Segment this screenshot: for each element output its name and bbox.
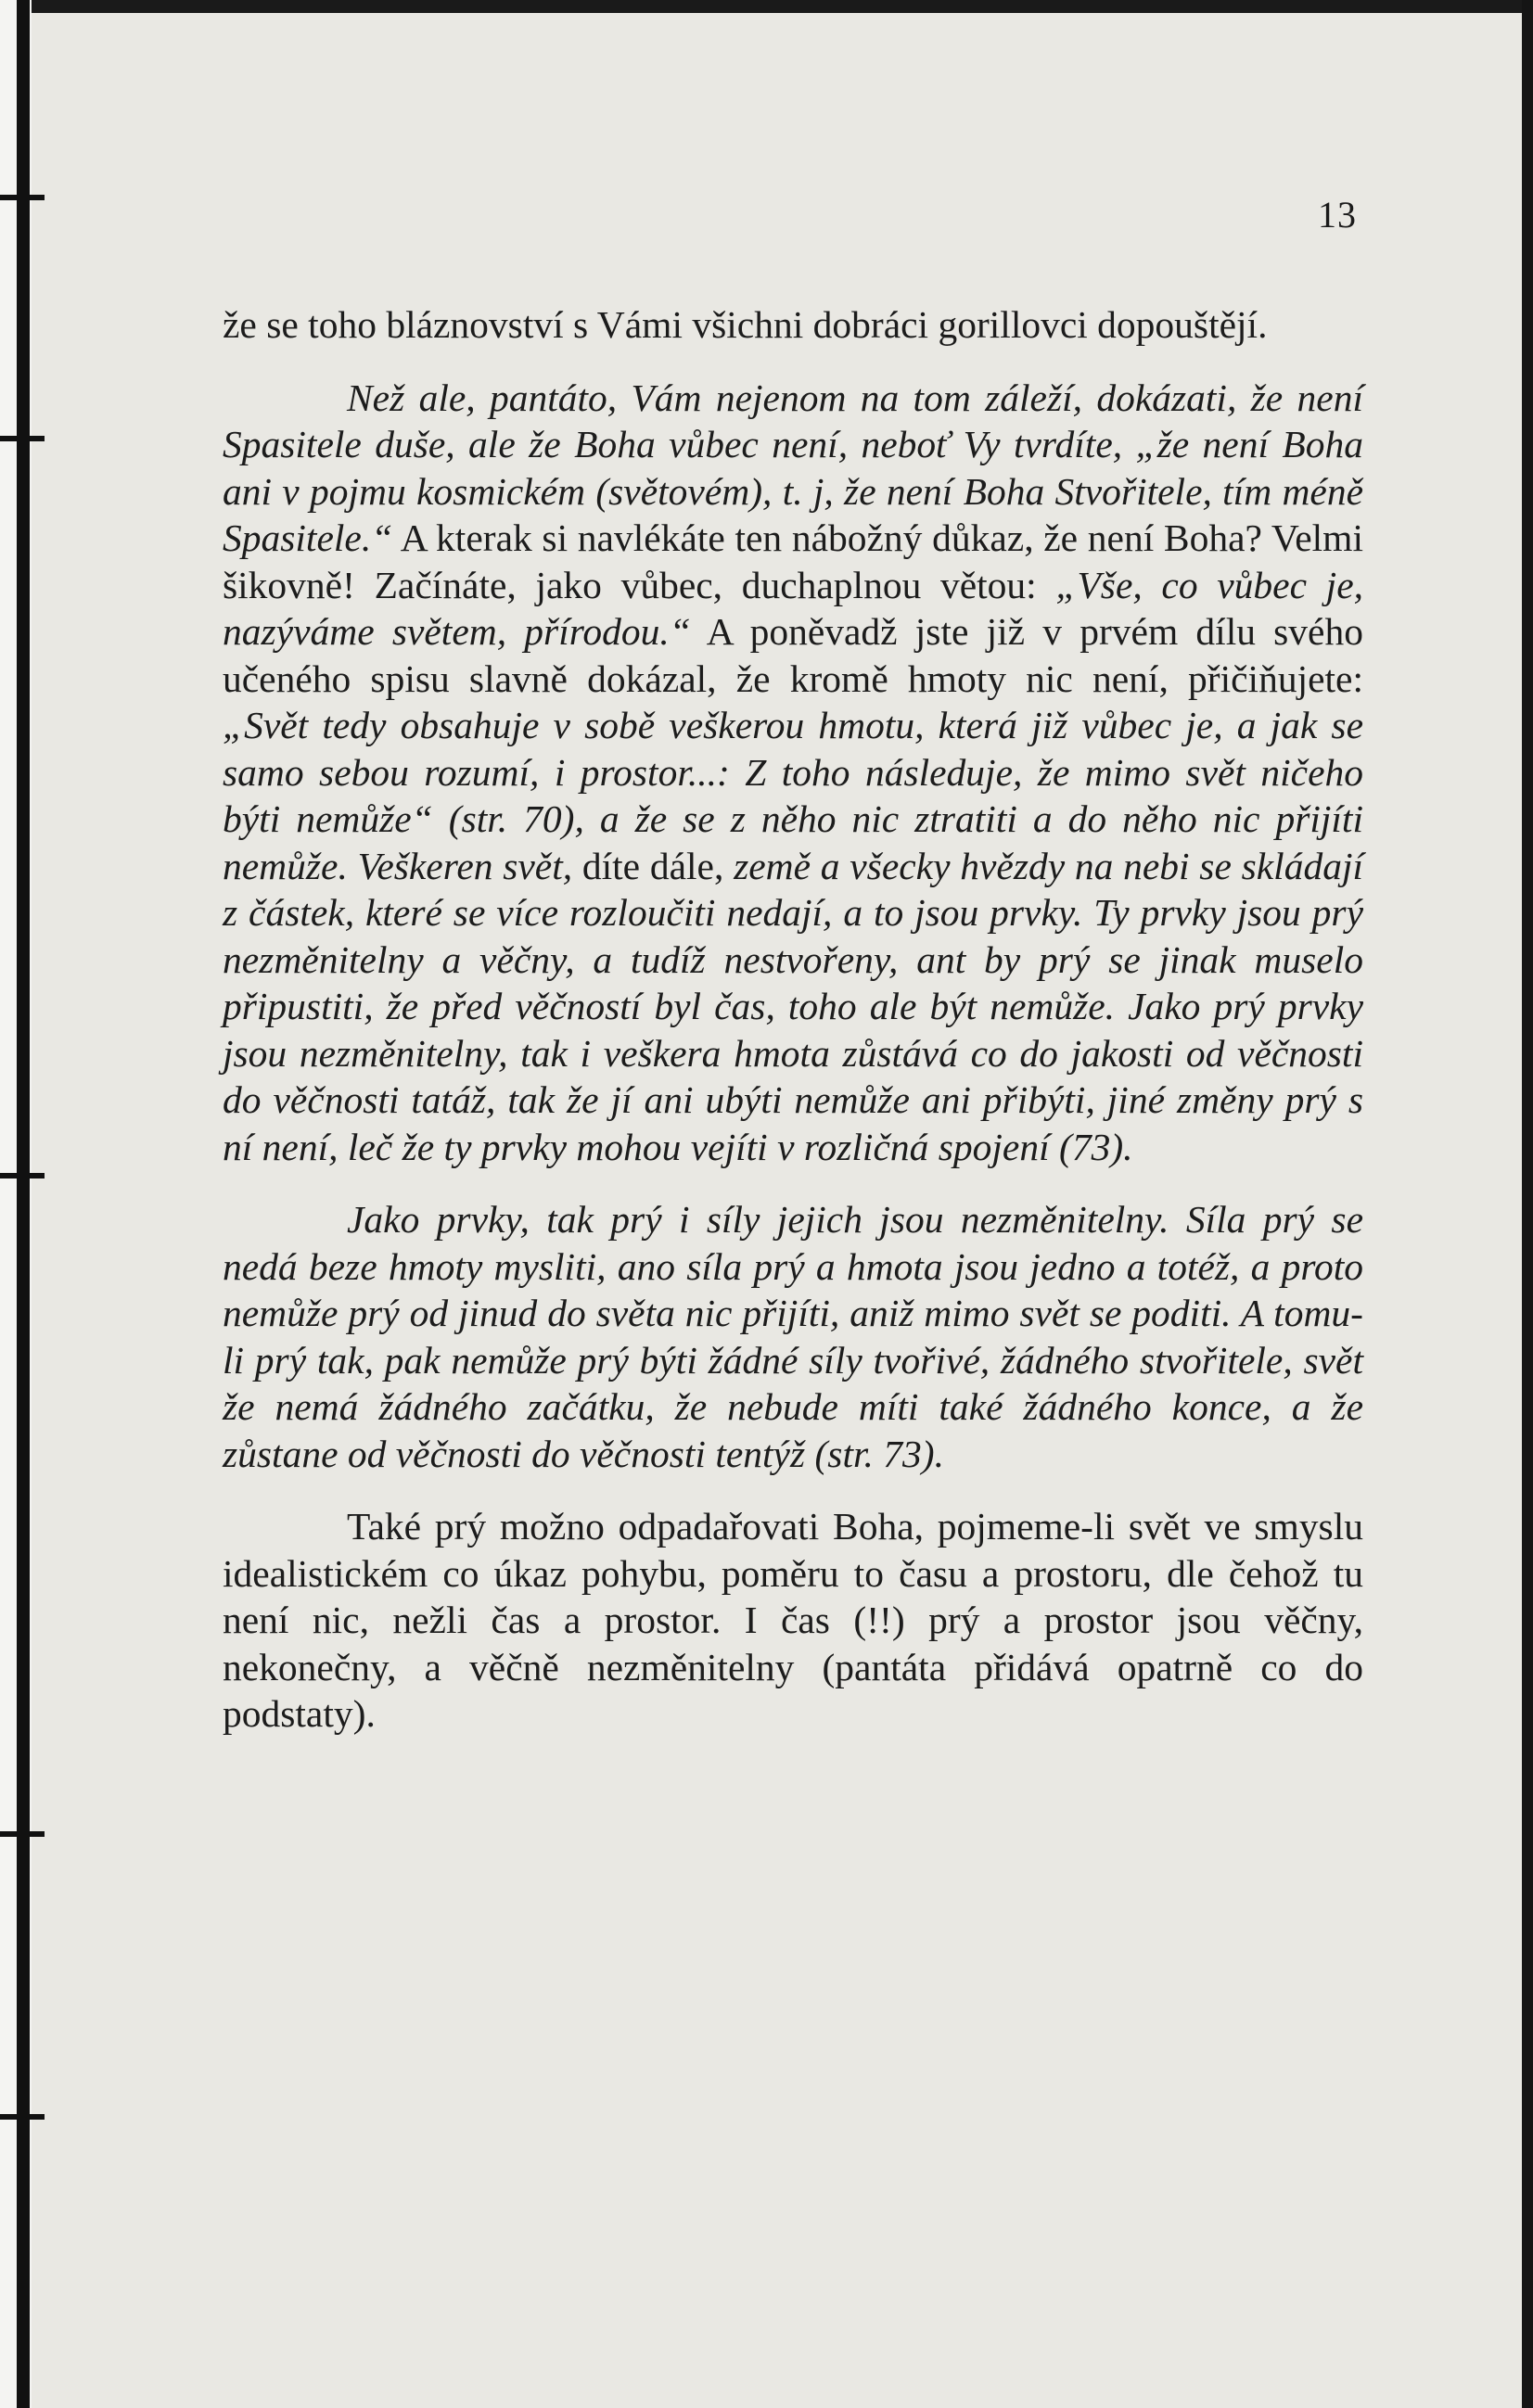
paragraph <box>223 301 1363 349</box>
spine-tick <box>0 195 45 200</box>
roman-text: díte dále, <box>572 844 735 887</box>
italic-text: „Svět tedy obsahuje v sobě veškerou hmotu, která již vůbec je, a jak se samo sebou rozumí, i prostor...: Z toho následuje, že mimo svět ničeho býti nemůže“ (str. 70), a že se z něho nic ztratiti a do něho nic přijíti nemůže. Veškeren svět, <box>223 704 1363 887</box>
italic-text: Jako prvky, tak prý i síly jejich jsou nezměnitelny. Síla prý se nedá beze hmoty mysliti, ano síla prý a hmota jsou jedno a totéž, a proto nemůže prý od jinud do světa nic přijíti, aniž mimo svět se poditi. A tomu-li prý tak, pak nemůže prý býti žádné síly tvořivé, žádného stvořitele, svět že nemá žádného začátku, že nebude míti také žádného konce, a že zůstane od věčnosti do věčnosti tentýž (str. 73). <box>223 1198 1363 1475</box>
binding-spine <box>17 0 30 2408</box>
scan-right-edge <box>1522 0 1533 2408</box>
page-number: 13 <box>1318 194 1357 236</box>
roman-text: A kterak si navlékáte ten nábožný důkaz, že není Boha? Velmi šikovně! Začínáte, jako vůbec, duchaplnou větou: <box>223 516 1363 606</box>
body-text <box>223 301 1363 1738</box>
italic-text: Než ale, pantáto, Vám nejenom na tom záleží, dokázati, že není Spasitele duše, ale že Boha vůbec není, neboť Vy tvrdíte, „že není Boha ani v pojmu kosmickém (světovém), t. j, že není Boha Stvořitele, tím méně Spasitele.“ <box>223 376 1363 559</box>
paragraph <box>223 1196 1363 1477</box>
spine-tick <box>0 1173 45 1179</box>
spine-tick <box>0 1831 45 1837</box>
scan-top-edge <box>0 0 1533 13</box>
spine-tick <box>0 436 45 441</box>
italic-text: „Vše, co vůbec je, nazýváme světem, přírodou.“ <box>223 563 1363 653</box>
italic-text: země a všecky hvězdy na nebi se skládají z částek, které se více rozloučiti nedají, a to jsou prvky. Ty prvky jsou prý nezměnitelny a věčny, a tudíž nestvořeny, ant by prý se jinak muselo připustiti, že před věčností byl čas, toho ale být nemůže. Jako prý prvky jsou nezměnitelny, tak i veškera hmota zůstává co do jakosti od věčnosti do věčnosti tatáž, tak že jí ani ubýti nemůže ani přibýti, jiné změny prý s ní není, leč že ty prvky mohou vejíti v rozličná spojení (73). <box>223 844 1364 1168</box>
roman-text: A poněvadž jste již v prvém dílu svého učeného spisu slavně dokázal, že kromě hmoty nic není, přičiňujete: <box>223 610 1363 700</box>
spine-tick <box>0 2114 45 2120</box>
roman-text: že se toho bláznovství s Vámi všichni dobráci gorillovci dopouštějí. <box>223 303 1268 346</box>
paragraph <box>223 1503 1363 1738</box>
roman-text: Také prý možno odpadařovati Boha, pojmeme-li svět ve smyslu idealistickém co úkaz pohybu, poměru to času a prostoru, dle čehož tu není nic, nežli čas a prostor. I čas (!!) prý a prostor jsou věčny, nekonečny, a věčně nezměnitelny (pantáta přidává opatrně co do podstaty). <box>223 1505 1363 1735</box>
paragraph <box>223 375 1363 1171</box>
